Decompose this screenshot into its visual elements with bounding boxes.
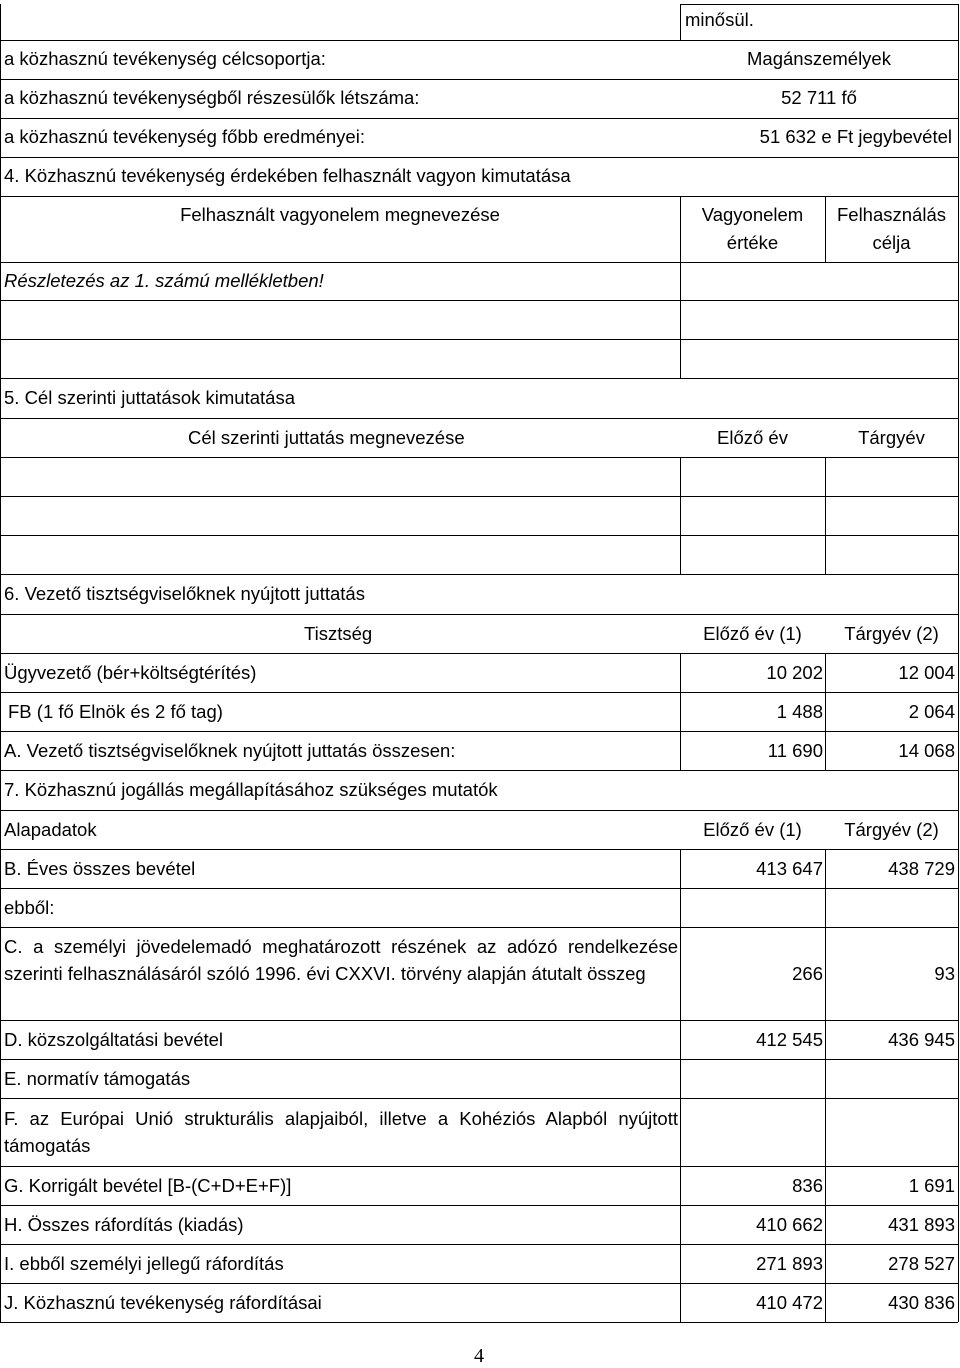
rule [680, 457, 681, 574]
table-row-label: C. a személyi jövedelemadó meghatározott részének az adózó rendelkezése szerinti felhasználásáról szóló 1996. évi CXXVI. törvény alapján átutalt összeg [4, 936, 678, 984]
page-number: 4 [474, 1345, 484, 1367]
section7-col-curr: Tárgyév (2) [844, 819, 939, 840]
table-row-curr: 438 729 [888, 858, 955, 879]
rule [0, 574, 958, 575]
table-row-curr: 431 893 [888, 1214, 955, 1235]
rule [0, 770, 958, 771]
table-row-curr: 2 064 [908, 701, 955, 722]
table-row-label: D. közszolgáltatási bevétel [4, 1029, 224, 1050]
rule [0, 849, 958, 850]
rule [0, 1244, 958, 1245]
beneficiaries-label: a közhasznú tevékenységből részesülők létszáma: [4, 87, 420, 108]
rule [0, 79, 958, 80]
rule [680, 4, 681, 41]
rule [0, 731, 958, 732]
results-label: a közhasznú tevékenység főbb eredményei: [4, 126, 365, 147]
table-row-prev: 410 472 [756, 1292, 823, 1313]
rule [0, 888, 958, 889]
table-row-label: J. Közhasznú tevékenység ráfordításai [4, 1292, 322, 1313]
rule [0, 535, 958, 536]
table-row-label: F. az Európai Unió strukturális alapjaiból, illetve a Kohéziós Alapból nyújtott támogatás [4, 1108, 678, 1156]
section7-col-name: Alapadatok [4, 819, 97, 840]
section4-col-purpose-1: Felhasználás [836, 204, 946, 225]
rule [0, 810, 958, 811]
rule [0, 300, 958, 301]
table-row-prev: 266 [792, 963, 823, 984]
section4-col-purpose-2: célja [872, 232, 911, 253]
rule [0, 339, 958, 340]
rule [0, 157, 958, 158]
table-row-curr: 1 691 [908, 1175, 955, 1196]
results-value: 51 632 e Ft jegybevétel [759, 126, 952, 147]
table-row-prev: 11 690 [767, 740, 823, 761]
table-row-label: ebből: [4, 897, 55, 918]
table-row-prev: 836 [792, 1175, 823, 1196]
table-row-prev: 412 545 [756, 1029, 823, 1050]
section6-col-name: Tisztség [304, 623, 373, 644]
rule [0, 418, 958, 419]
rule [0, 1322, 958, 1323]
rule [0, 1020, 958, 1021]
table-row-curr: 14 068 [898, 740, 955, 761]
rule [0, 1283, 958, 1284]
table-row-prev: 410 662 [756, 1214, 823, 1235]
rule [825, 457, 826, 574]
rule [0, 40, 958, 41]
rule [958, 4, 959, 1322]
table-row-label: G. Korrigált bevétel [B-(C+D+E+F)] [4, 1175, 292, 1196]
top-cell-text: minősül. [685, 9, 754, 30]
table-row-curr: 93 [934, 963, 955, 984]
table-row-label: E. normatív támogatás [4, 1068, 191, 1089]
rule [680, 4, 958, 5]
section5-col-name: Cél szerinti juttatás megnevezése [188, 427, 465, 448]
rule [0, 118, 958, 119]
table-row-prev: 413 647 [756, 858, 823, 879]
table-row-label: I. ebből személyi jellegű ráfordítás [4, 1253, 284, 1274]
rule [0, 196, 958, 197]
section4-title: 4. Közhasznú tevékenység érdekében felhasznált vagyon kimutatása [4, 165, 571, 186]
section6-col-prev: Előző év (1) [703, 623, 802, 644]
beneficiaries-value: 52 711 fő [781, 87, 857, 108]
section7-title: 7. Közhasznú jogállás megállapításához szükséges mutatók [4, 779, 498, 800]
rule [0, 496, 958, 497]
rule [0, 653, 958, 654]
section6-title: 6. Vezető tisztségviselőknek nyújtott juttatás [4, 583, 365, 604]
rule [0, 614, 958, 615]
rule [0, 262, 958, 263]
table-row-prev: 271 893 [756, 1253, 823, 1274]
target-group-label: a közhasznú tevékenység célcsoportja: [4, 48, 326, 69]
table-row-label: A. Vezető tisztségviselőknek nyújtott juttatás összesen: [4, 740, 456, 761]
rule [0, 457, 958, 458]
rule [0, 1098, 958, 1099]
rule [0, 692, 958, 693]
rule [0, 1166, 958, 1167]
section7-col-prev: Előző év (1) [703, 819, 802, 840]
table-row-curr: 430 836 [888, 1292, 955, 1313]
section4-col-name: Felhasznált vagyonelem megnevezése [180, 204, 500, 225]
table-row-prev: 10 202 [766, 662, 823, 683]
target-group-value: Magánszemélyek [747, 48, 891, 69]
rule [0, 1205, 958, 1206]
table-row-curr: 278 527 [888, 1253, 955, 1274]
section4-col-value-2: értéke [726, 232, 779, 253]
rule [0, 378, 958, 379]
table-row-label: Ügyvezető (bér+költségtérítés) [4, 662, 257, 683]
section6-col-curr: Tárgyév (2) [844, 623, 939, 644]
table-row-curr: 436 945 [888, 1029, 955, 1050]
section5-col-curr: Tárgyév [858, 427, 925, 448]
table-row-curr: 12 004 [898, 662, 955, 683]
table-row-label: H. Összes ráfordítás (kiadás) [4, 1214, 244, 1235]
table-row-label: FB (1 fő Elnök és 2 fő tag) [8, 701, 223, 722]
section4-col-value-1: Vagyonelem [701, 204, 804, 225]
section5-col-prev: Előző év [717, 427, 788, 448]
rule [0, 4, 1, 1322]
table-row-label: B. Éves összes bevétel [4, 858, 196, 879]
rule [0, 927, 958, 928]
table-row-prev: 1 488 [776, 701, 823, 722]
section4-note: Részletezés az 1. számú mellékletben! [4, 270, 324, 291]
rule [0, 1059, 958, 1060]
section5-title: 5. Cél szerinti juttatások kimutatása [4, 387, 295, 408]
